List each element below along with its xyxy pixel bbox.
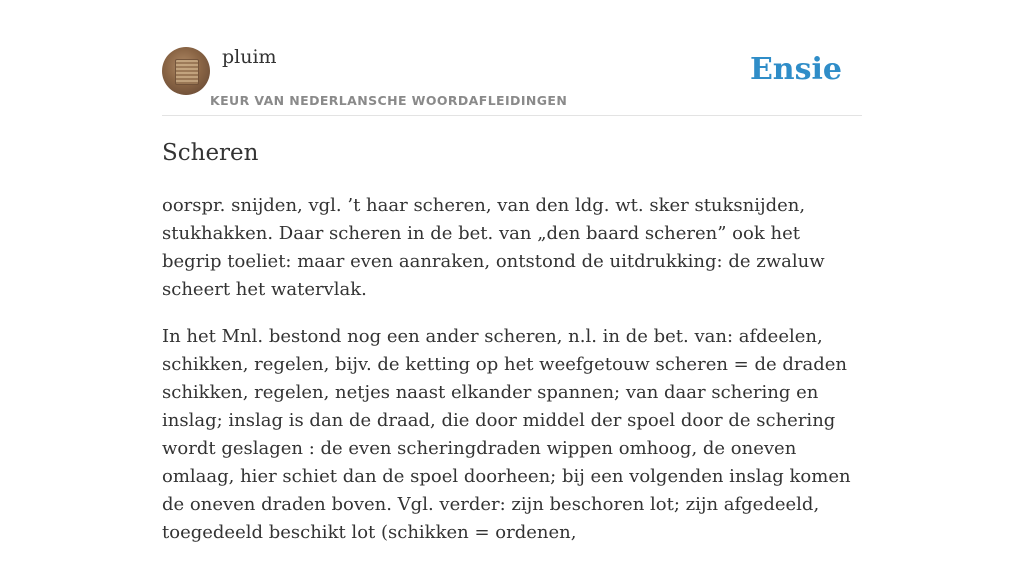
collection-name[interactable]: KEUR VAN NEDERLANSCHE WOORDAFLEIDINGEN: [210, 93, 568, 108]
ensie-logo[interactable]: Ensie: [749, 52, 842, 87]
user-avatar[interactable]: [162, 47, 210, 95]
site-header: [162, 0, 862, 116]
entry-paragraph: In het Mnl. bestond nog een ander scheren, n.l. in de bet. van: afdeelen, schikken, regelen, bijv. de ketting op het weefgetouw scheren = de draden schikken, regelen, netjes naast elkander spannen; van daar schering en inslag; inslag is dan de draad, die door middel der spoel door de schering wordt geslagen : de even scheringdraden wippen omhoog, de oneven omlaag, hier schiet dan de spoel doorheen; bij een volgenden inslag komen de oneven draden boven. Vgl. verder: zijn beschoren lot; zijn afgedeeld, toegedeeld beschikt lot (schikken = ordenen,: [162, 326, 851, 543]
entry-body: [162, 192, 862, 566]
medallion-icon: [175, 59, 199, 85]
entry-paragraph: oorspr. snijden, vgl. ’t haar scheren, van den ldg. wt. sker stuksnijden, stukhakken. Daar scheren in de bet. van „den baard scheren” ook het begrip toeliet: maar even aanraken, ontstond de uitdrukking: de zwaluw scheert het watervlak.: [162, 195, 825, 300]
author-username[interactable]: pluim: [222, 46, 277, 68]
entry-title: Scheren: [162, 140, 259, 166]
